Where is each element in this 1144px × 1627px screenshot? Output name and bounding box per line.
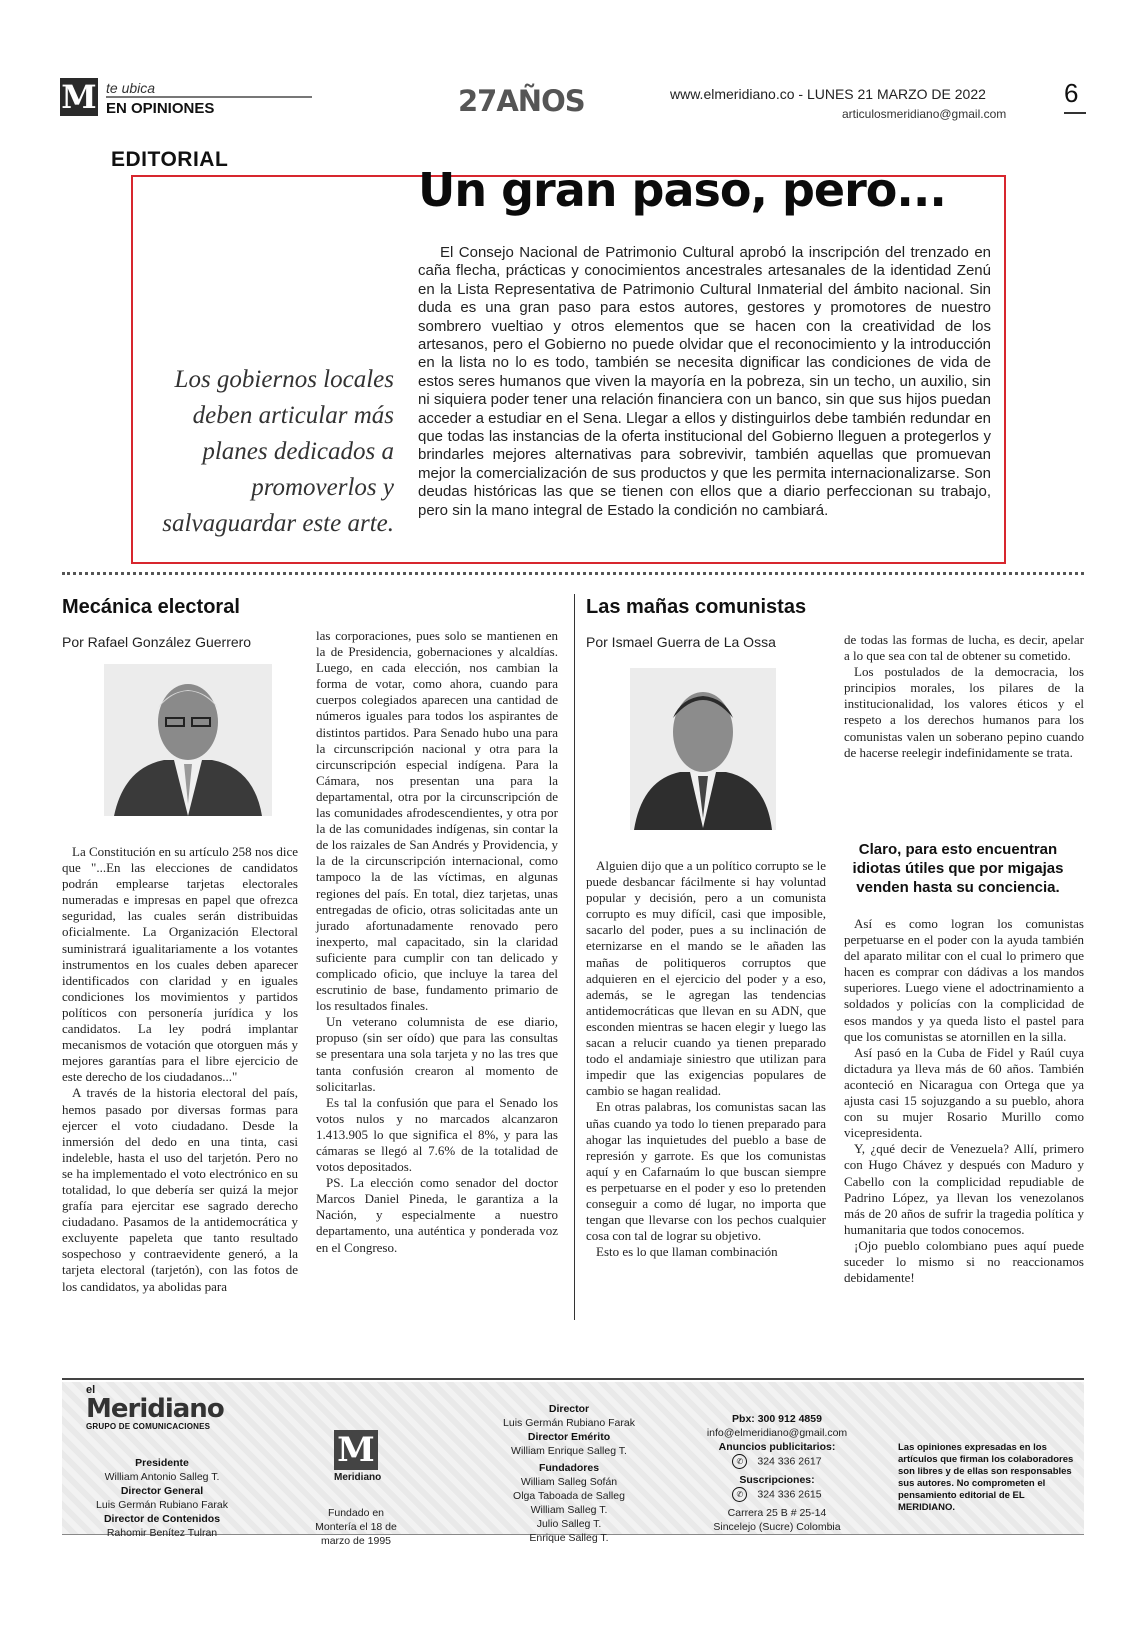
- highlight-quote: Claro, para esto encuentran idiotas útiles que por migajas venden hasta su conciencia.: [852, 841, 1064, 896]
- page-number: 6: [1064, 78, 1079, 108]
- paragraph: Así pasó en la Cuba de Fidel y Raúl cuya dictadura ya lleva más de 60 años. También aconteció en Nicaragua con Ortega que ya ajusta casi 15 sojuzgando a su pueblo, ahora con su mujer Rosario Murillo como vicepresidenta.: [844, 1044, 1084, 1141]
- paragraph: las corporaciones, pues solo se mantienen en la de Presidencia, gobernaciones y alcaldías. Luego, en cada elección, nos cambian la forma de votar, como ahora, cuando para cuerpos colegiados aparecen una cantidad de números iguales para todos los aspirantes de distintos partidos. Para Senado hubo una para la circunscripción nacional y otra para la circunscripción especial indígena. Para la Cámara, nos presentan una para la departamental, otra por la circunscripción de las comunidades afrodescendientes, y otra por la de las comunidades indígenas, sin contar la de los raizales de San Andrés y Providencia, y la de la circunscripción internacional, como tampoco la de las víctimas, en algunas regiones del país. En total, diez tarjetas, unas entregadas de oficio, otras solicitadas ante un jurado afortunadamente renovado pero inexperto, mal capacitado, sin la claridad suficiente para cumplir con tan delicado y complicado oficio, que incluye la tarea del escrutinio de base, fundamento primario de los resultados finales.: [316, 628, 558, 1014]
- paragraph: de todas las formas de lucha, es decir, apelar a lo que sea con tal de obtener su cometido.: [844, 632, 1084, 664]
- right-article-column-2-top: [844, 632, 1084, 761]
- paragraph: En otras palabras, los comunistas sacan las uñas cuando ya todo lo tienen preparado para ahogar las inquietudes del pueblo a base de represión y garrote. Es que los comunistas aquí y en Cafarnaúm lo que buscan siempre es perpetuarse en el poder y eso lo pretenden conseguir a como dé lugar, no importa que tengan que llevarse con los pechos cualquier cosa con tal de lograr su objetivo.: [586, 1099, 826, 1244]
- paragraph: La Constitución en su artículo 258 nos dice que "...En las elecciones de candidatos podrán emplearse tarjetas electorales numeradas e impresas en papel que ofrezca seguridad, las cuales serán distribuidas oficialmente. La Organización Electoral suministrará igualitariamente a los votantes instrumentos en los cuales deben aparecer identificados con claridad y en iguales condiciones los movimientos y partidos políticos con personería jurídica y los candidatos. La ley podrá implantar mecanismos de votación que otorguen más y mejores garantías para el libre ejercicio de este derecho de los ciudadanos...": [62, 844, 298, 1085]
- editorial-label: EDITORIAL: [111, 148, 229, 171]
- fundadores-label: Fundadores: [538, 1462, 600, 1474]
- editorial-body: El Consejo Nacional de Patrimonio Cultural aprobó la inscripción del trenzado en caña flecha, prácticas y conocimientos ancestrales artesanales de la identidad Zenú en la Lista Representativa de Patrimonio Cultural Inmaterial del ámbito nacional. Sin duda es una gran paso para estos autores, gestores y promotores de nuestro sombrero vueltiao y otros elementos que se hacen con la creatividad de los artesanos, pero el Gobierno no puede olvidar que el reconocimiento y la introducción en la lista no lo es todo, también se necesita dignificar las condiciones de vida de estos seres humanos que viven la mayoría en la pobreza, sin un techo, un auxilio, sin ni siquiera poder tener una relación financiera con un banco, sin que sus hijos puedan acceder a estudiar en el Sena. Llegar a ellos y distinguirlos debe también redundar en que todas las instancias de la oferta institucional del Gobierno lleguen a protegerlos y brindarles mejores alternativas para sobrevivir, también aquellas que promuevan mejor la comercialización de sus productos y que les permita internacionalizarse. Son deudas históricas las que se tienen con ellos que a diario perfeccionan su trabajo, pero sin la mano integral de Estado la condición no cambiará.: [418, 244, 991, 519]
- editorial-pull-quote: Los gobiernos locales deben articular más planes dedicados a promoverlos y salvaguardar este arte.: [162, 366, 394, 537]
- paragraph: Los postulados de la democracia, los principios morales, los pilares de la institucionalidad, los valores éticos y el respeto a los derechos humanos para los comunistas valen un soberano pepino cuando de hacerse reelegir indefinidamente se trata.: [844, 664, 1084, 760]
- section-label: EN OPINIONES: [106, 100, 215, 117]
- author-photo-rafael: [104, 664, 272, 816]
- paragraph: A través de la historia electoral del país, hemos pasado por diversas formas para ejercer el voto ciudadano. Desde la inmersión del dedo en una tinta, casi indeleble, hasta el uso del tarjetón. Pero no se ha implementado el voto electrónico en su totalidad, lo que debería ser quizá la mejor grafía para ejercitar ese sagrado derecho ciudadano. Pasamos de la antidemocrática y excluyente papeleta que tanto resultado sospechoso y contraevidente generó, a la tarjeta electoral (tarjetón), con las fotos de los candidatos, ya abolidas para: [62, 1085, 298, 1294]
- whatsapp-icon: ✆: [732, 1487, 747, 1502]
- anuncios-row: [692, 1454, 862, 1469]
- fundador: William Salleg T.: [530, 1504, 608, 1516]
- paragraph: PS. La elección como senador del doctor Marcos Daniel Pineda, le garantiza a la Nación, y especialmente a nuestro departamento, una auténtica y ponderada voz en el Congreso.: [316, 1175, 558, 1255]
- tagline: te ubica: [106, 80, 156, 96]
- left-article-byline: Por Rafael González Guerrero: [62, 634, 252, 650]
- paragraph: Y, ¿qué decir de Venezuela? Allí, primero con Hugo Chávez y después con Maduro y Cabello con la complicidad repudiable de Padrino López, ya llevan los venezolanos más de 20 años de sufrir la tragedia política y humanitaria que todos conocemos.: [844, 1141, 1084, 1237]
- right-article-title: Las mañas comunistas: [586, 596, 807, 618]
- contact-email: info@elmeridiano@gmail.com: [706, 1427, 848, 1439]
- suscripciones-label: Suscripciones:: [739, 1474, 815, 1486]
- paragraph: Así es como logran los comunistas perpetuarse en el poder con la ayuda también del aparato militar con el cual lo primero que hacen es comprar con dádivas a los mandos superiores. Luego viene el adoctrinamiento a soldados y policías con la complicidad de esos mandos y ya queda listo el pastel para que los comunistas se atornillen en la silla.: [844, 916, 1084, 1044]
- fundado: Fundado en Montería el 18 de marzo de 1995: [315, 1507, 397, 1547]
- meridiano-logo: M: [61, 78, 97, 116]
- director-contenidos-name: Rahomir Benítez Tulran: [106, 1527, 218, 1539]
- fundador: Enrique Salleg T.: [529, 1532, 609, 1544]
- whatsapp-icon: ✆: [732, 1454, 747, 1469]
- director-name: Luis Germán Rubiano Farak: [503, 1417, 635, 1429]
- brand-name: Meridiano: [86, 1394, 224, 1424]
- opinion-disclaimer: Las opiniones expresadas en los artículos que firman los colaboradores son libres y de ellas son responsables sus autores. No comprometen el pensamiento editorial de EL MERIDIANO.: [898, 1442, 1074, 1513]
- page-number-rule: [1064, 112, 1086, 114]
- director-emerito-label: Director Emérito: [527, 1431, 611, 1443]
- address-line-2: Sincelejo (Sucre) Colombia: [713, 1521, 841, 1533]
- suscripciones-phone: 324 336 2615: [757, 1488, 822, 1501]
- meridiano-m-logo: M: [334, 1430, 378, 1470]
- director-contenidos-label: Director de Contenidos: [103, 1513, 221, 1525]
- section-divider: [62, 572, 1084, 575]
- footer-rule: [62, 1378, 1084, 1380]
- fundador: Julio Salleg T.: [536, 1518, 602, 1530]
- paragraph: Es tal la confusión que para el Senado los votos nulos y no marcados alcanzaron 1.413.905 lo que significa el 8%, y para las cámaras se llegó al 7.6% de la totalidad de votos depositados.: [316, 1094, 558, 1175]
- paragraph: Un veterano columnista de ese diario, propuso (sin ser oído) que para las consultas se presentara una sola tarjeta y no las tres que tanta confusión crearon al momento de solicitarlas.: [316, 1014, 558, 1094]
- suscripciones-row: [692, 1487, 862, 1502]
- header-email: articulosmeridiano@gmail.com: [842, 107, 1007, 121]
- left-article-column-2: [316, 628, 558, 1256]
- editorial-headline: Un gran paso, pero...: [418, 163, 946, 217]
- presidente-label: Presidente: [135, 1457, 189, 1469]
- column-divider: [574, 594, 575, 1320]
- right-article-column-1: [586, 858, 826, 1260]
- fundador: William Salleg Sofán: [520, 1476, 618, 1488]
- left-article-column-1: [62, 844, 298, 1295]
- anuncios-label: Anuncios publicitarios:: [718, 1441, 836, 1453]
- director-general-name: Luis Germán Rubiano Farak: [96, 1499, 228, 1511]
- fundador: Olga Taboada de Salleg: [513, 1490, 625, 1502]
- left-article-title: Mecánica electoral: [62, 596, 240, 618]
- director-general-label: Director General: [120, 1485, 204, 1497]
- right-article-column-2-bottom: [844, 916, 1084, 1286]
- masthead-center: [494, 1402, 644, 1545]
- director-label: Director: [548, 1403, 590, 1415]
- pbx: Pbx: 300 912 4859: [732, 1413, 822, 1425]
- brand-prefix: el: [86, 1384, 96, 1396]
- tagline-rule: [106, 96, 312, 98]
- director-emerito-name: William Enrique Salleg T.: [511, 1445, 627, 1457]
- paragraph: Esto es lo que llaman combinación: [596, 1244, 778, 1260]
- site-and-date: www.elmeridiano.co - LUNES 21 MARZO DE 2022: [670, 86, 986, 102]
- paragraph: ¡Ojo pueblo colombiano pues aquí puede suceder lo mismo si no reaccionamos debidamente!: [844, 1237, 1084, 1286]
- right-article-byline: Por Ismael Guerra de La Ossa: [586, 634, 776, 650]
- presidente-name: William Antonio Salleg T.: [104, 1471, 220, 1483]
- paragraph: Alguien dijo que a un político corrupto se le puede desbancar fácilmente si hay voluntad popular y decisión, pero a un comunista corrupto es muy difícil, casi que imposible, sacarlo del poder, pues a su inclinación de eternizarse en el mando se le añaden las mañas de politiqueros corruptos que adquieren en el ejercicio del poder y a eso, además, se le agregan las tendencias antidemocráticas que llevan en su ADN, que esconden mientras se hacen elegir y luego las sacan a relucir cuando ya tienen preparado todo el andamiaje siniestro que utilizan para impedir que las exigencias populares de cambio se hagan realidad.: [586, 858, 826, 1099]
- anuncios-phone: 324 336 2617: [757, 1455, 822, 1468]
- masthead-contact: [692, 1412, 862, 1534]
- author-photo-ismael: [630, 668, 776, 830]
- anniversary-logo: 27AÑOS: [458, 84, 585, 118]
- m-logo-caption: Meridiano: [334, 1472, 382, 1483]
- masthead-left: [72, 1456, 252, 1540]
- address-line-1: Carrera 25 B # 25-14: [727, 1507, 827, 1519]
- brand-subtitle: GRUPO DE COMUNICACIONES: [86, 1422, 211, 1431]
